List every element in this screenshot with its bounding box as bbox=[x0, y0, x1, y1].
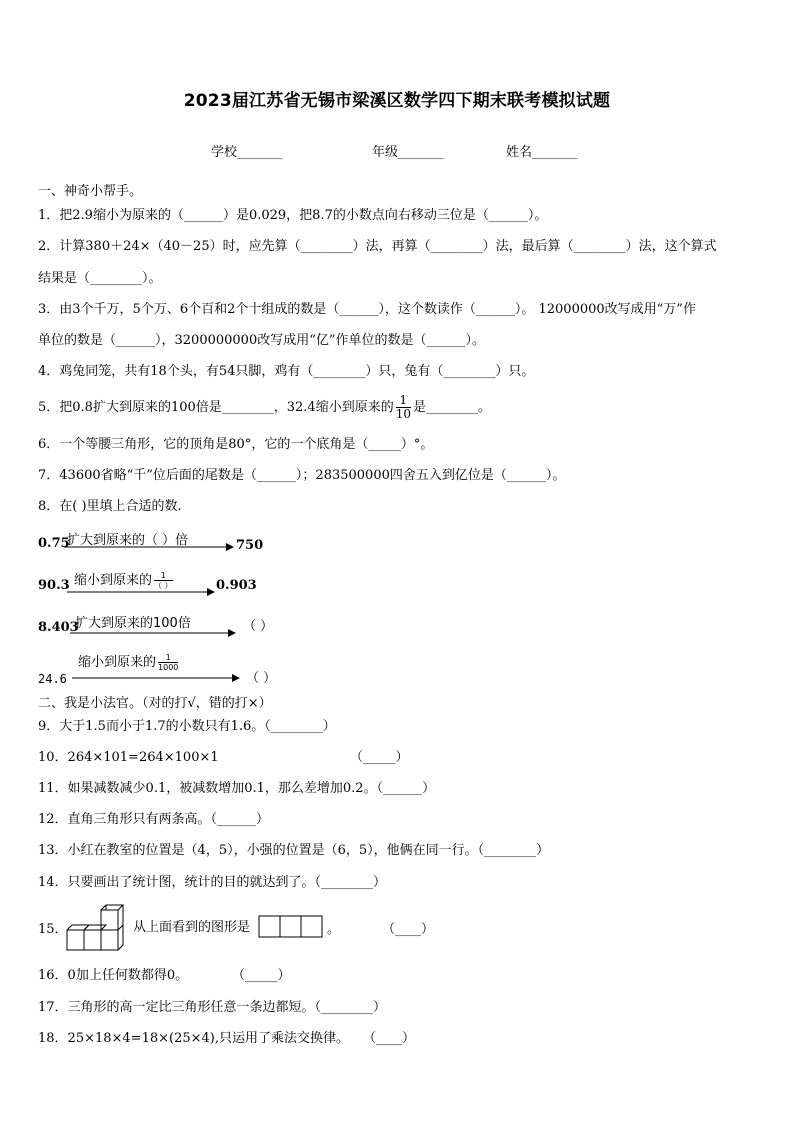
question-18: 18．25×18×4=18×(25×4),只运用了乘法交换律。 bbox=[38, 1031, 349, 1046]
arrow-4-numerator: 1 bbox=[158, 653, 178, 663]
question-4: 4．鸡兔同笼，共有18个头，有54只脚，鸡有（________）只，兔有（________）只。 bbox=[38, 364, 535, 379]
question-5-part-2: 是________。 bbox=[413, 400, 492, 415]
arrow-3-label: 扩大到原来的100倍 bbox=[75, 616, 191, 631]
question-1: 1．把2.9缩小为原来的（______）是0.029，把8.7的小数点向右移动三位是（______）。 bbox=[38, 208, 548, 223]
question-16: 16．0加上任何数都得0。 bbox=[38, 968, 189, 983]
arrow-3-start: 8.403 bbox=[38, 620, 79, 635]
question-6: 6．一个等腰三角形，它的顶角是80°，它的一个底角是（_____）°。 bbox=[38, 437, 434, 452]
section-1-heading: 一、神奇小帮手。 bbox=[38, 184, 143, 199]
question-10-blank: （_____） bbox=[350, 750, 409, 765]
question-5-part-1: 5．把0.8扩大到原来的100倍是________，32.4缩小到原来的 bbox=[38, 400, 394, 415]
arrow-4-label bbox=[78, 651, 178, 672]
question-15-blank: （____） bbox=[382, 922, 435, 937]
school-field: 学校_______ bbox=[211, 145, 283, 160]
question-5 bbox=[38, 394, 491, 421]
arrow-2-start: 90.3 bbox=[38, 578, 70, 593]
fraction-numerator: 1 bbox=[396, 394, 411, 408]
question-16-blank: （_____） bbox=[232, 968, 291, 983]
arrow-4-denominator: 1000 bbox=[158, 663, 179, 672]
question-8: 8．在( )里填上合适的数. bbox=[38, 499, 182, 514]
arrow-4-end: （ ） bbox=[246, 671, 277, 686]
arrow-4-start: 24.6 bbox=[38, 672, 67, 686]
question-15-number: 15． bbox=[38, 922, 68, 937]
arrow-2-label-text: 缩小到原来的 bbox=[74, 573, 153, 588]
arrow-2-line bbox=[67, 587, 215, 597]
question-15-text: 从上面看到的图形是 bbox=[133, 920, 251, 935]
question-17: 17．三角形的高一定比三角形任意一条边都短。（________） bbox=[38, 1000, 387, 1015]
question-13: 13．小红在教室的位置是（4，5），小强的位置是（6，5），他俩在同一行。（________） bbox=[38, 843, 550, 858]
question-18-blank: （____） bbox=[363, 1031, 416, 1046]
question-14: 14．只要画出了统计图，统计的目的就达到了。（________） bbox=[38, 875, 387, 890]
fraction-one-tenth bbox=[396, 394, 411, 421]
question-2-line-1: 2．计算380＋24×（40－25）时，应先算（________）法，再算（________）法，最后算（________）法，这个算式 bbox=[38, 239, 717, 254]
arrow-1-end: 750 bbox=[236, 538, 264, 553]
arrow-1-label: 扩大到原来的（ ）倍 bbox=[67, 533, 189, 548]
question-12: 12．直角三角形只有两条高。（______） bbox=[38, 812, 270, 827]
arrow-1-start: 0.75 bbox=[38, 536, 70, 551]
grade-field: 年级_______ bbox=[372, 145, 444, 160]
arrow-2-end: 0.903 bbox=[216, 578, 257, 593]
section-2-heading: 二、我是小法官。（对的打√，错的打×） bbox=[38, 696, 272, 711]
question-7: 7．43600省略“千”位后面的尾数是（______）；283500000四舍五入到亿位是（______）。 bbox=[38, 468, 566, 483]
cubes-figure bbox=[66, 904, 132, 952]
question-3-line-2: 单位的数是（______），3200000000改写成用“亿”作单位的数是（______）。 bbox=[38, 333, 486, 348]
question-9: 9．大于1.5而小于1.7的小数只有1.6。（________） bbox=[38, 719, 336, 734]
arrow-4-line bbox=[72, 673, 240, 683]
top-view-figure bbox=[258, 915, 324, 939]
name-field: 姓名_______ bbox=[506, 145, 578, 160]
arrow-3-line bbox=[70, 628, 236, 638]
arrow-4-label-text: 缩小到原来的 bbox=[78, 655, 157, 670]
question-3-line-1: 3．由3个千万，5个万、6个百和2个十组成的数是（______），这个数读作（______）。 12000000改写成用“万”作 bbox=[38, 302, 696, 317]
question-15-period: 。 bbox=[327, 922, 341, 937]
arrow-1-line bbox=[64, 542, 234, 552]
arrow-4-fraction bbox=[158, 653, 178, 672]
question-2-line-2: 结果是（________）。 bbox=[38, 271, 162, 286]
question-11: 11．如果减数减少0.1，被减数增加0.1，那么差增加0.2。（______） bbox=[38, 781, 436, 796]
arrow-2-denominator: （ ） bbox=[154, 581, 173, 590]
arrow-2-numerator: 1 bbox=[154, 571, 173, 581]
arrow-3-end: （ ） bbox=[243, 619, 274, 634]
fraction-denominator: 10 bbox=[395, 407, 411, 421]
page-title: 2023届江苏省无锡市梁溪区数学四下期末联考模拟试题 bbox=[183, 91, 611, 111]
question-10: 10．264×101=264×100×1 bbox=[38, 750, 219, 765]
